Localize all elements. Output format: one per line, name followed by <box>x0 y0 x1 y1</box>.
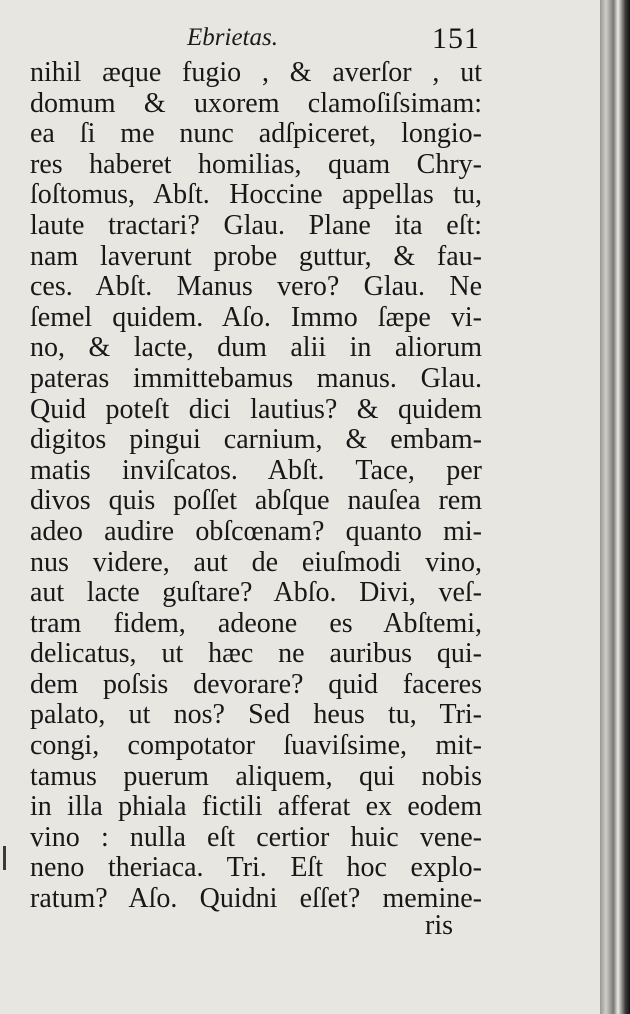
catchword: ris <box>425 910 453 941</box>
text-line: aut lacte guſtare? Abſo. Divi, veſ- <box>30 577 482 609</box>
text-line: ces. Abſt. Manus vero? Glau. Ne <box>30 271 482 303</box>
text-line: congi, compotator ſuaviſsime, mit- <box>30 730 482 762</box>
page-number: 151 <box>432 22 480 55</box>
text-line: digitos pingui carnium, & embam- <box>30 424 482 456</box>
page-header <box>30 22 480 58</box>
text-line: in illa phiala fictili afferat ex eodem <box>30 791 482 823</box>
book-gutter <box>600 0 630 1014</box>
text-line: no, & lacte, dum alii in aliorum <box>30 332 482 364</box>
text-line: palato, ut nos? Sed heus tu, Tri- <box>30 699 482 731</box>
text-line: tamus puerum aliquem, qui nobis <box>30 760 482 792</box>
text-line: delicatus, ut hæc ne auribus qui- <box>30 638 482 670</box>
body-text <box>30 58 482 915</box>
margin-mark <box>3 846 6 870</box>
text-line: ratum? Aſo. Quidni eſſet? memine- <box>30 883 482 915</box>
text-line: tram fidem, adeone es Abſtemi, <box>30 607 482 639</box>
text-line: pateras immittebamus manus. Glau. <box>30 362 482 394</box>
text-line: nus videre, aut de eiuſmodi vino, <box>30 546 482 578</box>
running-title: Ebrietas. <box>187 24 278 51</box>
text-line: nam laverunt probe guttur, & fau- <box>30 240 482 272</box>
text-line: matis inviſcatos. Abſt. Tace, per <box>30 454 482 486</box>
text-line: Quid poteſt dici lautius? & quidem <box>30 393 482 425</box>
text-line: neno theriaca. Tri. Eſt hoc explo- <box>30 852 482 884</box>
text-line: vino : nulla eſt certior huic vene- <box>30 821 482 853</box>
text-line: laute tractari? Glau. Plane ita eſt: <box>30 209 482 241</box>
text-line: ſemel quidem. Aſo. Immo ſæpe vi- <box>30 301 482 333</box>
text-line: ſoſtomus, Abſt. Hoccine appellas tu, <box>30 179 482 211</box>
text-line: nihil æque fugio , & averſor , ut <box>30 57 482 88</box>
text-line: dem poſsis devorare? quid faceres <box>30 668 482 700</box>
text-line: divos quis poſſet abſque nauſea rem <box>30 485 482 517</box>
text-line: domum & uxorem clamoſiſsimam: <box>30 87 482 119</box>
text-line: adeo audire obſcœnam? quanto mi- <box>30 515 482 547</box>
text-line: res haberet homilias, quam Chry- <box>30 148 482 180</box>
text-line: ea ſi me nunc adſpiceret, longio- <box>30 118 482 150</box>
